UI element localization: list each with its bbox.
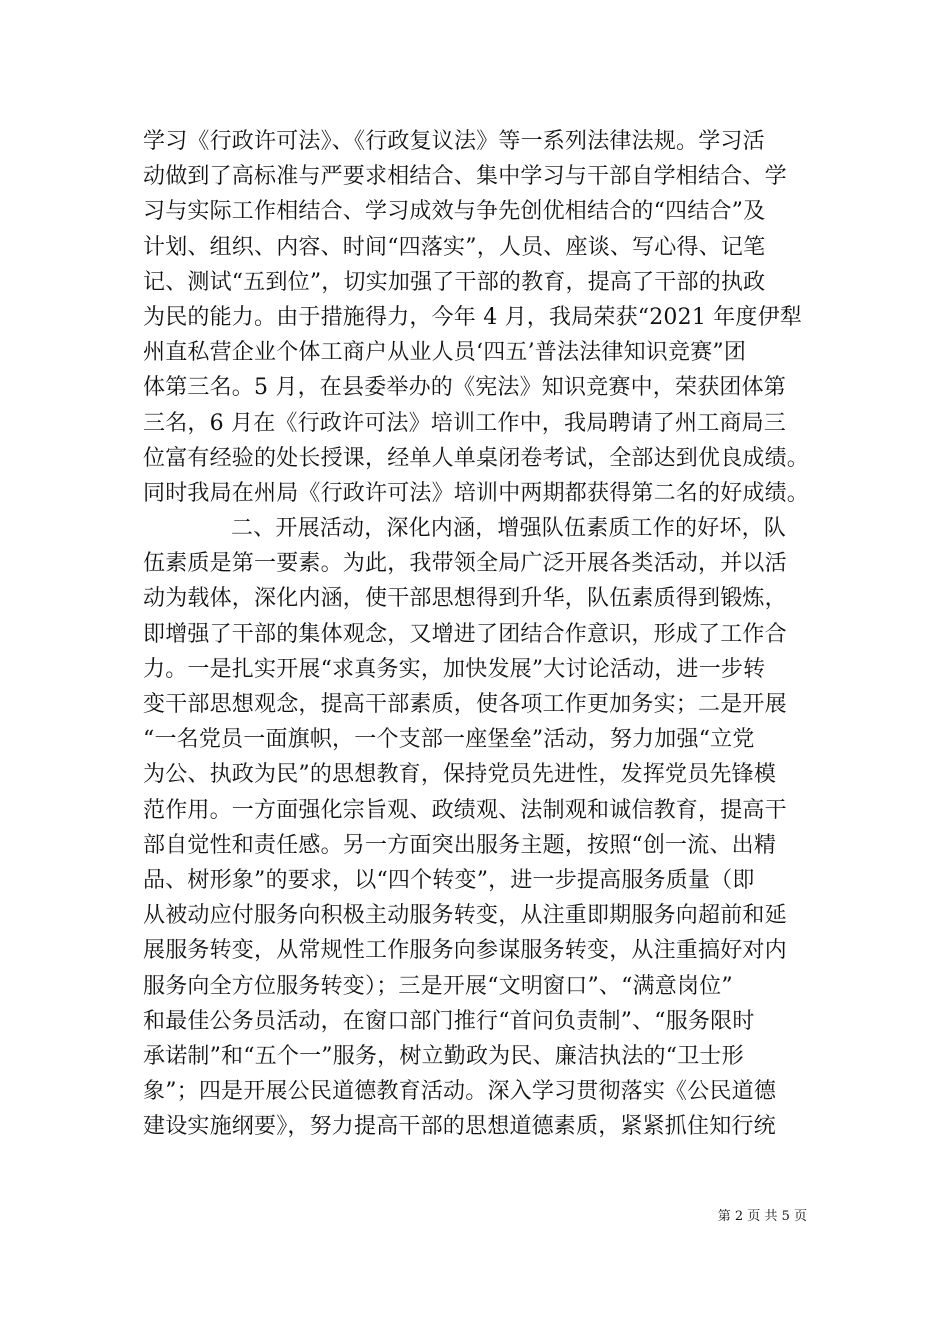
text-line: 力。一是扎实开展“求真务实，加快发展”大讨论活动，进一步转 <box>143 656 766 682</box>
text-line: 三名，6 月在《行政许可法》培训工作中，我局聘请了州工商局三 <box>143 410 786 436</box>
text-line: “一名党员一面旗帜，一个支部一座堡垒”活动，努力加强“立党 <box>143 727 755 753</box>
page-number: 第 2 页 共 5 页 <box>717 1209 807 1224</box>
text-line: 二、开展活动，深化内涵，增强队伍素质工作的好坏，队 <box>231 516 787 542</box>
text-line: 变干部思想观念，提高干部素质，使各项工作更加务实；二是开展 <box>143 692 787 717</box>
text-line: 州直私营企业个体工商户从业人员‘四五’普法法律知识竞赛”团 <box>143 340 747 366</box>
text-line: 同时我局在州局《行政许可法》培训中两期都获得第二名的好成绩。 <box>143 480 810 506</box>
text-line: 位富有经验的处长授课，经单人单桌闭卷考试，全部达到优良成绩。 <box>143 445 810 471</box>
text-line: 伍素质是第一要素。为此，我带领全局广泛开展各类活动，并以活 <box>143 551 787 577</box>
text-line: 动做到了高标准与严要求相结合、集中学习与干部自学相结合、学 <box>143 164 787 190</box>
text-line: 部自觉性和责任感。另一方面突出服务主题，按照“创一流、出精 <box>143 832 777 858</box>
text-line: 习与实际工作相结合、学习成效与争先创优相结合的“四结合”及 <box>143 199 766 225</box>
text-line: 建设实施纲要》，努力提高干部的思想道德素质，紧紧抓住知行统 <box>143 1114 776 1140</box>
text-line: 展服务转变，从常规性工作服务向参谋服务转变，从注重搞好对内 <box>143 938 787 964</box>
body-text <box>143 124 823 1144</box>
text-line: 承诺制”和“五个一”服务，树立勤政为民、廉洁执法的“卫士形 <box>143 1043 744 1069</box>
text-line: 计划、组织、内容、时间“四落实”，人员、座谈、写心得、记笔 <box>143 234 766 260</box>
text-line: 从被动应付服务向积极主动服务转变，从注重即期服务向超前和延 <box>143 903 787 929</box>
text-line: 体第三名。5 月，在县委举办的《宪法》知识竞赛中，荣获团体第 <box>143 375 786 401</box>
text-line: 象”；四是开展公民道德教育活动。深入学习贯彻落实《公民道德 <box>143 1079 777 1105</box>
text-line: 为民的能力。由于措施得力，今年 4 月，我局荣获“2021 年度伊犁 <box>143 304 803 330</box>
text-line: 服务向全方位服务转变）；三是开展“文明窗口”、“满意岗位” <box>143 973 733 999</box>
text-line: 和最佳公务员活动，在窗口部门推行“首问负责制”、“服务限时 <box>143 1008 755 1034</box>
text-line: 记、测试“五到位”，切实加强了干部的教育，提高了干部的执政 <box>143 269 766 295</box>
text-line: 学习《行政许可法》、《行政复议法》等一系列法律法规。学习活 <box>143 129 765 154</box>
text-line: 动为载体，深化内涵，使干部思想得到升华，队伍素质得到锻炼， <box>143 586 787 612</box>
text-line: 范作用。一方面强化宗旨观、政绩观、法制观和诚信教育，提高干 <box>143 797 787 823</box>
text-line: 即增强了干部的集体观念，又增进了团结合作意识，形成了工作合 <box>143 621 787 647</box>
text-line: 为公、执政为民”的思想教育，保持党员先进性，发挥党员先锋模 <box>143 762 777 788</box>
text-line: 品、树形象”的要求，以“四个转变”，进一步提高服务质量（即 <box>143 867 755 893</box>
